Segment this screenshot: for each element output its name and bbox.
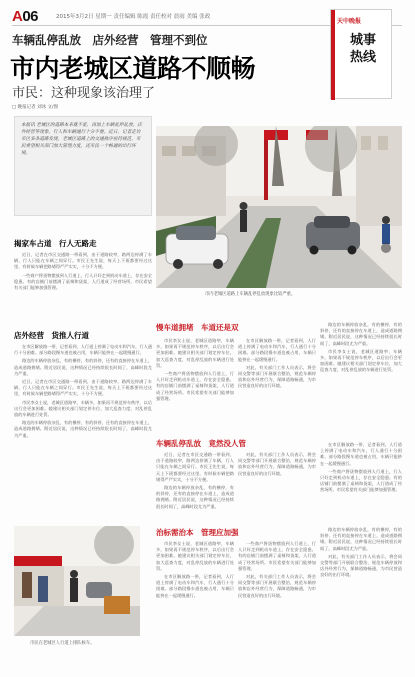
main-photo-caption: 市内老城区道路上车辆乱停乱放现象比较严重。	[205, 292, 296, 297]
section-4-paragraph-2: 路边的车辆停放杂乱，有的横停，有的斜停，还有的直接停在车道上，造成道路拥堵。附近居民说，这种情况已经持续很长时间了，高峰时段尤为严重。	[156, 485, 234, 509]
section-3-body-col3	[320, 322, 402, 438]
section-heading-1: 揭家车占道 行人无路走	[14, 239, 97, 248]
section-heading-3: 慢车道拥堵 车道还是双	[156, 323, 239, 332]
section-3-body-col2	[238, 338, 316, 438]
page-number-digits: 06	[22, 8, 39, 25]
section-4-body-col2	[238, 452, 316, 522]
section-3-body-col1	[156, 338, 234, 438]
section-5-body-col3	[320, 527, 402, 651]
page-prefix: A	[12, 8, 23, 25]
section-2-body	[14, 344, 152, 520]
main-street-photo	[156, 126, 402, 288]
masthead-accent-bar	[331, 10, 335, 100]
section-3-paragraph-2: 一些商户将货物摆放到人行道上，行人只好走到机动车道上，存在安全隐患。有的店铺门前摆满了桌椅和货架，人行道成了经营场所。市民希望有关部门能够加强管理。	[156, 371, 234, 401]
section-5-body-col1	[156, 541, 234, 651]
section-4-body-col1	[156, 452, 234, 522]
street-scene-illustration	[156, 126, 402, 288]
bottom-photo-caption: 市民在老城区人行道上排队候车。	[30, 641, 95, 646]
lead-paragraph-box	[14, 116, 152, 216]
section-2-paragraph-3: 近日，记者在市区交通路一带看到，由于道路较窄，路两边停满了车辆，行人只能在车辆之间穿行。市民王先生说，每天上下班都要经过这里，有时候车辆把路堵得严严实实，十分不方便。	[14, 379, 152, 397]
section-heading-5: 治标需治本 管理应加强	[156, 528, 239, 537]
column-title	[341, 32, 385, 66]
article-subhead: 市民：这种现象该治理了	[12, 86, 156, 101]
section-4-paragraph-5: 一些商户将货物摆放到人行道上，行人只好走到机动车道上，存在安全隐患。有的店铺门前摆满了桌椅和货架，人行道成了经营场所。市民希望有关部门能够加强管理。	[320, 468, 402, 493]
article-byline: □ 晚报记者 刘冰 文/图	[12, 105, 59, 110]
lead-paragraph: 本报讯 老城区的道路本来就不宽，再加上车辆乱停乱放、店外经营等现象，行人和车辆通行十分不便。近日，记者走访市区多条道路发现，老城区道路上的交通秩序亟待规范。市民希望相关部门加大管理力度，还市民一个畅通的出行环境。	[21, 123, 142, 156]
section-heading-2: 店外经营 货推人行道	[14, 331, 89, 340]
section-2-paragraph-1: 在市区解放路一带，记者看到，人行道上停满了电动车和汽车，行人通行十分困难。部分路段慢车道也被占用，车辆只能挤在一起缓慢通行。	[14, 344, 152, 356]
section-3-paragraph-3: 在市区解放路一带，记者看到，人行道上停满了电动车和汽车，行人通行十分困难。部分路段慢车道也被占用，车辆只能挤在一起缓慢通行。	[238, 338, 316, 362]
section-5-paragraph-1: 市民李女士说，老城区道路窄，车辆多，如果再不规范停车秩序，以后出行会更加困难。她建议相关部门划定停车位，加大巡查力度，对乱停乱放的车辆进行处罚。	[156, 541, 234, 571]
paper-name: 天中晚报	[337, 18, 362, 25]
section-5-paragraph-6: 对此，有关部门工作人员表示，将会同交警等部门开展联合整治，规范车辆停放和店外经营行为，保障道路畅通，为市民营造良好的出行环境。	[320, 553, 402, 578]
sidewalk-scene-illustration	[14, 526, 140, 636]
section-3-paragraph-6: 市民李女士说，老城区道路窄，车辆多，如果再不规范停车秩序，以后出行会更加困难。她建议相关部门划定停车位，加大巡查力度，对乱停乱放的车辆进行处罚。	[320, 348, 402, 373]
article-kicker: 车辆乱停乱放 店外经营 管理不到位	[12, 33, 208, 47]
bottom-street-photo	[14, 526, 140, 636]
section-heading-4: 车辆乱停乱放 竟然没人管	[156, 439, 246, 448]
section-5-body-col2	[238, 541, 316, 651]
section-5-paragraph-4: 对此，有关部门工作人员表示，将会同交警等部门开展联合整治，规范车辆停放和店外经营行为，保障道路畅通，为市民营造良好的出行环境。	[238, 574, 316, 598]
section-5-paragraph-2: 在市区解放路一带，记者看到，人行道上停满了电动车和汽车，行人通行十分困难。部分路段慢车道也被占用，车辆只能挤在一起缓慢通行。	[156, 574, 234, 598]
section-4-paragraph-3: 对此，有关部门工作人员表示，将会同交警等部门开展联合整治，规范车辆停放和店外经营行为，保障道路畅通，为市民营造良好的出行环境。	[238, 452, 316, 476]
section-1-paragraph-2: 一些商户将货物摆放到人行道上，行人只好走到机动车道上，存在安全隐患。有的店铺门前摆满了桌椅和货架，人行道成了经营场所。市民希望有关部门能够加强管理。	[14, 272, 152, 291]
section-5-paragraph-3: 一些商户将货物摆放到人行道上，行人只好走到机动车道上，存在安全隐患。有的店铺门前摆满了桌椅和货架，人行道成了经营场所。市民希望有关部门能够加强管理。	[238, 541, 316, 571]
article-headline: 市内老城区道路不顺畅	[10, 54, 256, 83]
column-title-line1: 城事	[349, 33, 376, 48]
column-masthead	[330, 9, 392, 99]
section-2-paragraph-5: 路边的车辆停放杂乱，有的横停，有的斜停，还有的直接停在车道上，造成道路拥堵。附近居民说，这种情况已经持续很长时间了，高峰时段尤为严重。	[14, 420, 152, 438]
section-1-body	[14, 252, 152, 324]
section-2-paragraph-2: 路边的车辆停放杂乱，有的横停，有的斜停，还有的直接停在车道上，造成道路拥堵。附近居民说，这种情况已经持续很长时间了，高峰时段尤为严重。	[14, 358, 152, 376]
section-5-paragraph-5: 路边的车辆停放杂乱，有的横停，有的斜停，还有的直接停在车道上，造成道路拥堵。附近居民说，这种情况已经持续很长时间了，高峰时段尤为严重。	[320, 527, 402, 551]
section-3-paragraph-1: 市民李女士说，老城区道路窄，车辆多，如果再不规范停车秩序，以后出行会更加困难。她建议相关部门划定停车位，加大巡查力度，对乱停乱放的车辆进行处罚。	[156, 338, 234, 368]
section-1-paragraph-1: 近日，记者在市区交通路一带看到，由于道路较窄，路两边停满了车辆，行人只能在车辆之间穿行。市民王先生说，每天上下班都要经过这里，有时候车辆把路堵得严严实实，十分不方便。	[14, 252, 152, 270]
section-3-paragraph-5: 路边的车辆停放杂乱，有的横停，有的斜停，还有的直接停在车道上，造成道路拥堵。附近居民说，这种情况已经持续很长时间了，高峰时段尤为严重。	[320, 322, 402, 346]
header-meta: 2015年3月2日 星期一 责任编辑 陈霞 责任校对 晨雨 美编 张政	[56, 14, 211, 20]
section-3-paragraph-4: 对此，有关部门工作人员表示，将会同交警等部门开展联合整治，规范车辆停放和店外经营行为，保障道路畅通，为市民营造良好的出行环境。	[238, 364, 316, 389]
section-2-paragraph-4: 市民李女士说，老城区道路窄，车辆多，如果再不规范停车秩序，以后出行会更加困难。她建议相关部门划定停车位，加大巡查力度，对乱停乱放的车辆进行处罚。	[14, 399, 152, 418]
section-4-body-col3	[320, 442, 402, 522]
column-title-line2: 热线	[349, 50, 376, 65]
section-4-paragraph-4: 在市区解放路一带，记者看到，人行道上停满了电动车和汽车，行人通行十分困难。部分路段慢车道也被占用，车辆只能挤在一起缓慢通行。	[320, 442, 402, 466]
page-number	[12, 8, 38, 25]
section-4-paragraph-1: 近日，记者在市区交通路一带看到，由于道路较窄，路两边停满了车辆，行人只能在车辆之间穿行。市民王先生说，每天上下班都要经过这里，有时候车辆把路堵得严严实实，十分不方便。	[156, 452, 234, 482]
